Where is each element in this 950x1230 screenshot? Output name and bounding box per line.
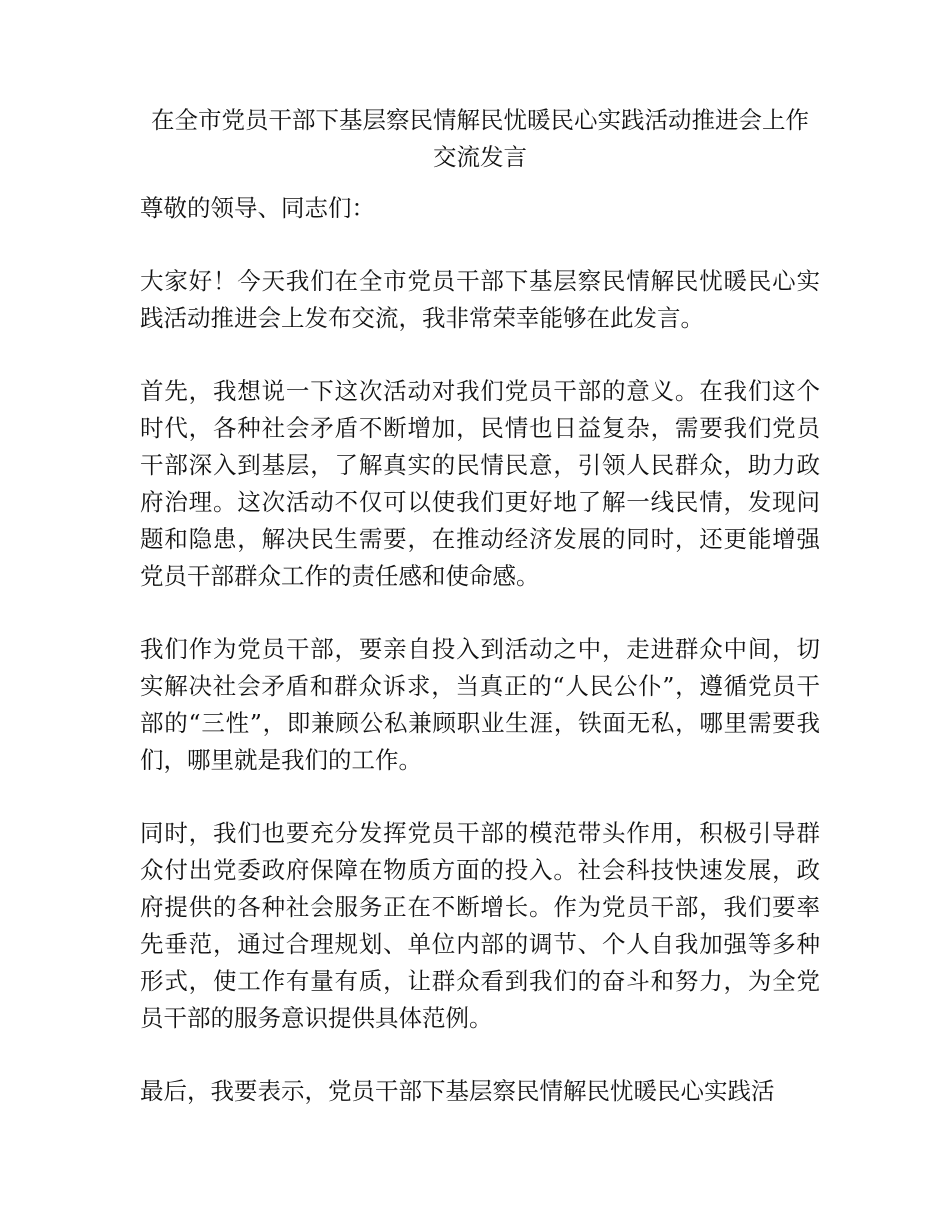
paragraph-commitment: 我们作为党员干部，要亲自投入到活动之中，走进群众中间，切实解决社会矛盾和群众诉求，当真正的“人民公仆”，遵循党员干部的“三性”，即兼顾公私兼顾职业生涯，铁面无私，哪里需要我们，哪里就是我们的工作。: [140, 635, 820, 774]
paragraph-role-model: 同时，我们也要充分发挥党员干部的模范带头作用，积极引导群众付出党委政府保障在物质方面的投入。社会科技快速发展，政府提供的各种社会服务正在不断增长。作为党员干部，我们要率先垂范，通过合理规划、单位内部的调节、个人自我加强等多种形式，使工作有量有质，让群众看到我们的奋斗和努力，为全党员干部的服务意识提供具体范例。: [140, 819, 820, 1032]
salutation: 尊敬的领导、同志们：: [140, 194, 375, 222]
paragraph-closing: 最后，我要表示，党员干部下基层察民情解民忧暖民心实践活: [140, 1077, 775, 1105]
document-title: 在全市党员干部下基层察民情解民忧暖民心实践活动推进会上作交流发言: [151, 106, 809, 171]
paragraph-opening: 大家好！今天我们在全市党员干部下基层察民情解民忧暖民心实践活动推进会上发布交流，我非常荣幸能够在此发言。: [140, 267, 820, 332]
document-body: [140, 102, 820, 1110]
paragraph-significance: 首先，我想说一下这次活动对我们党员干部的意义。在我们这个时代，各种社会矛盾不断增加，民情也日益复杂，需要我们党员干部深入到基层，了解真实的民情民意，引领人民群众，助力政府治理。这次活动不仅可以使我们更好地了解一线民情，发现问题和隐患，解决民生需要，在推动经济发展的同时，还更能增强党员干部群众工作的责任感和使命感。: [140, 377, 820, 590]
